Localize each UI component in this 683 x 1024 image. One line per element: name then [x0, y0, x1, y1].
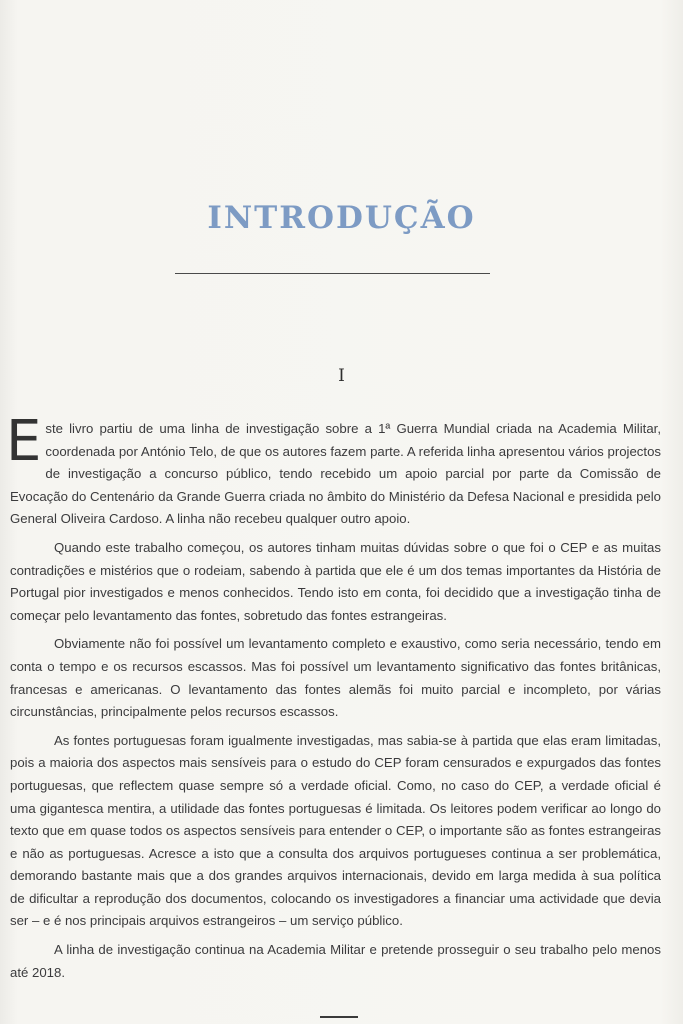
body-text — [6, 409, 661, 990]
paragraph-1 — [6, 409, 661, 531]
section-number: I — [338, 366, 345, 386]
title-divider — [175, 273, 490, 274]
drop-cap: E — [6, 409, 42, 474]
page-footer-rule — [320, 1016, 358, 1018]
paragraph-4: As fontes portuguesas foram igualmente investigadas, mas sabia-se à partida que elas eram limitadas, pois a maioria dos aspectos mais sensíveis para o estudo do CEP foram censurados e expurgados das fontes portuguesas, que reflectem quase sempre só a verdade oficial. Como, no caso do CEP, a verdade oficial é uma gigantesca mentira, a utilidade das fontes portuguesas é limitada. Os leitores podem verificar ao longo do texto que em quase todos os aspectos sensíveis para entender o CEP, o importante são as fontes estrangeiras e não as portuguesas. Acresce a isto que a consulta dos arquivos portugueses continua a ser problemática, demorando bastante mais que a dos grandes arquivos internacionais, devido em larga medida à sua política de dificultar a reprodução dos documentos, colocando os investigadores a financiar uma actividade que devia ser – e é nos principais arquivos estrangeiros – um serviço público. — [10, 732, 661, 929]
paragraph-3: Obviamente não foi possível um levantamento completo e exaustivo, como seria necessário, tendo em conta o tempo e os recursos escassos. Mas foi possível um levantamento significativo das fontes britânicas, francesas e americanas. O levantamento das fontes alemãs foi muito parcial e incompleto, por várias circunstâncias, principalmente pelos recursos escassos. — [10, 636, 661, 720]
chapter-title: INTRODUÇÃO — [207, 200, 476, 236]
paragraph-2: Quando este trabalho começou, os autores tinham muitas dúvidas sobre o que foi o CEP e as muitas contradições e mistérios que o rodeiam, sabendo à partida que ele é um dos temas importantes da História de Portugal pior investigados e menos conhecidos. Tendo isto em conta, foi decidido que a investigação tinha de começar pelo levantamento das fontes, sobretudo das fontes estrangeiras. — [10, 539, 661, 623]
paragraph-1-text: ste livro partiu de uma linha de investigação sobre a 1ª Guerra Mundial criada na Academia Militar, coordenada por António Telo, de que os autores fazem parte. A referida linha apresentou vários projectos de investigação a concurso público, tendo recebido um apoio parcial por parte da Comissão de Evocação do Centenário da Grande Guerra criada no âmbito do Ministério da Defesa Nacional e presidida pelo General Oliveira Cardoso. A linha não recebeu qualquer outro apoio. — [10, 421, 661, 527]
paragraph-5: A linha de investigação continua na Academia Militar e pretende prosseguir o seu trabalho pelo menos até 2018. — [10, 942, 661, 980]
